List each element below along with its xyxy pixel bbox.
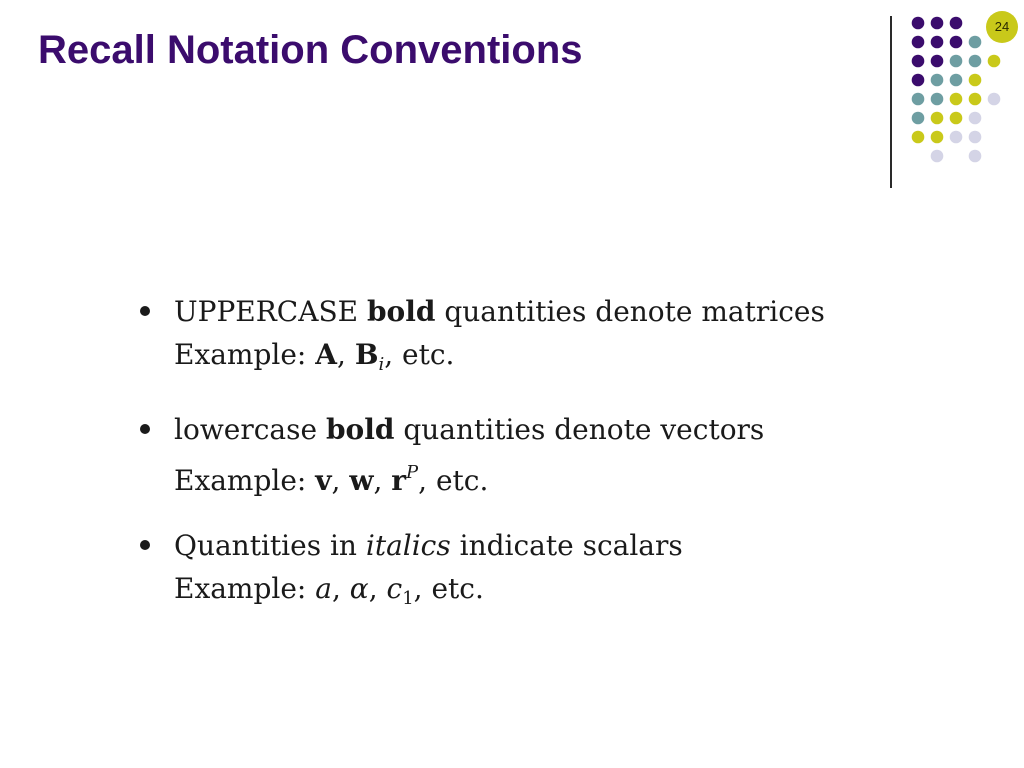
decor-dot — [912, 36, 925, 49]
subscript: i — [378, 354, 385, 375]
decor-dot — [969, 36, 982, 49]
example-line — [174, 333, 896, 386]
bullet-text — [174, 290, 896, 333]
page-number-badge: 24 — [986, 11, 1018, 43]
matrix-symbol: A — [315, 338, 337, 371]
text-run: , etc. — [384, 338, 455, 371]
bullet-dot-icon — [140, 306, 150, 316]
decor-dot — [969, 131, 982, 144]
decor-dot — [931, 112, 944, 125]
decor-dot — [931, 36, 944, 49]
subscript: 1 — [402, 588, 414, 609]
scalar-symbol: α — [349, 572, 369, 605]
text-run: , etc. — [418, 464, 489, 497]
superscript: P — [406, 462, 419, 483]
italic-word: italics — [365, 529, 451, 562]
decor-dot — [950, 131, 963, 144]
decor-dot — [969, 55, 982, 68]
dot-grid-decoration — [0, 0, 1024, 200]
example-label: Example: — [174, 464, 316, 497]
decor-dot — [969, 93, 982, 106]
bold-word: bold — [366, 295, 436, 328]
decor-dot — [969, 74, 982, 87]
decor-dot — [931, 93, 944, 106]
decor-dot — [912, 17, 925, 30]
example-line — [174, 567, 896, 620]
decor-dot — [931, 55, 944, 68]
vector-symbol: w — [349, 464, 374, 497]
decor-dot — [912, 74, 925, 87]
separator: , — [337, 338, 355, 371]
vector-symbol: v — [315, 464, 332, 497]
text-run: quantities denote vectors — [394, 413, 765, 446]
example-label: Example: — [174, 338, 316, 371]
decor-dot — [931, 74, 944, 87]
bullet-dot-icon — [140, 424, 150, 434]
bullet-item-matrices — [136, 290, 896, 386]
decor-dot — [950, 93, 963, 106]
bullet-item-vectors — [136, 408, 896, 502]
decor-dot — [931, 17, 944, 30]
example-line — [174, 451, 896, 502]
decor-dot — [969, 150, 982, 163]
text-run: , etc. — [413, 572, 484, 605]
bold-word: bold — [325, 413, 395, 446]
bullet-text — [174, 524, 896, 567]
bullet-dot-icon — [140, 540, 150, 550]
slide-title: Recall Notation Conventions — [38, 28, 583, 72]
decor-dot — [912, 93, 925, 106]
bullet-item-scalars — [136, 524, 896, 620]
vector-symbol: r — [391, 464, 407, 497]
text-run: Quantities in — [174, 529, 366, 562]
separator: , — [331, 572, 350, 605]
decor-dot — [912, 131, 925, 144]
bullet-text — [174, 408, 896, 451]
decor-dot — [950, 36, 963, 49]
separator: , — [373, 464, 392, 497]
decor-dot — [950, 74, 963, 87]
decor-dot — [988, 93, 1001, 106]
scalar-symbol: a — [315, 572, 332, 605]
matrix-symbol: B — [354, 338, 379, 371]
text-run: indicate scalars — [450, 529, 683, 562]
separator: , — [331, 464, 350, 497]
decor-dot — [950, 55, 963, 68]
scalar-symbol: c — [386, 572, 403, 605]
decor-dot — [912, 112, 925, 125]
decor-dot — [912, 55, 925, 68]
decor-dot — [969, 112, 982, 125]
text-run: quantities denote matrices — [435, 295, 825, 328]
text-run: UPPERCASE — [174, 295, 367, 328]
decor-dot — [950, 17, 963, 30]
separator: , — [368, 572, 387, 605]
decor-dot — [931, 150, 944, 163]
decor-dot — [931, 131, 944, 144]
example-label: Example: — [174, 572, 316, 605]
decor-dot — [950, 112, 963, 125]
text-run: lowercase — [174, 413, 326, 446]
bullet-list — [136, 290, 896, 642]
decor-dot — [988, 55, 1001, 68]
